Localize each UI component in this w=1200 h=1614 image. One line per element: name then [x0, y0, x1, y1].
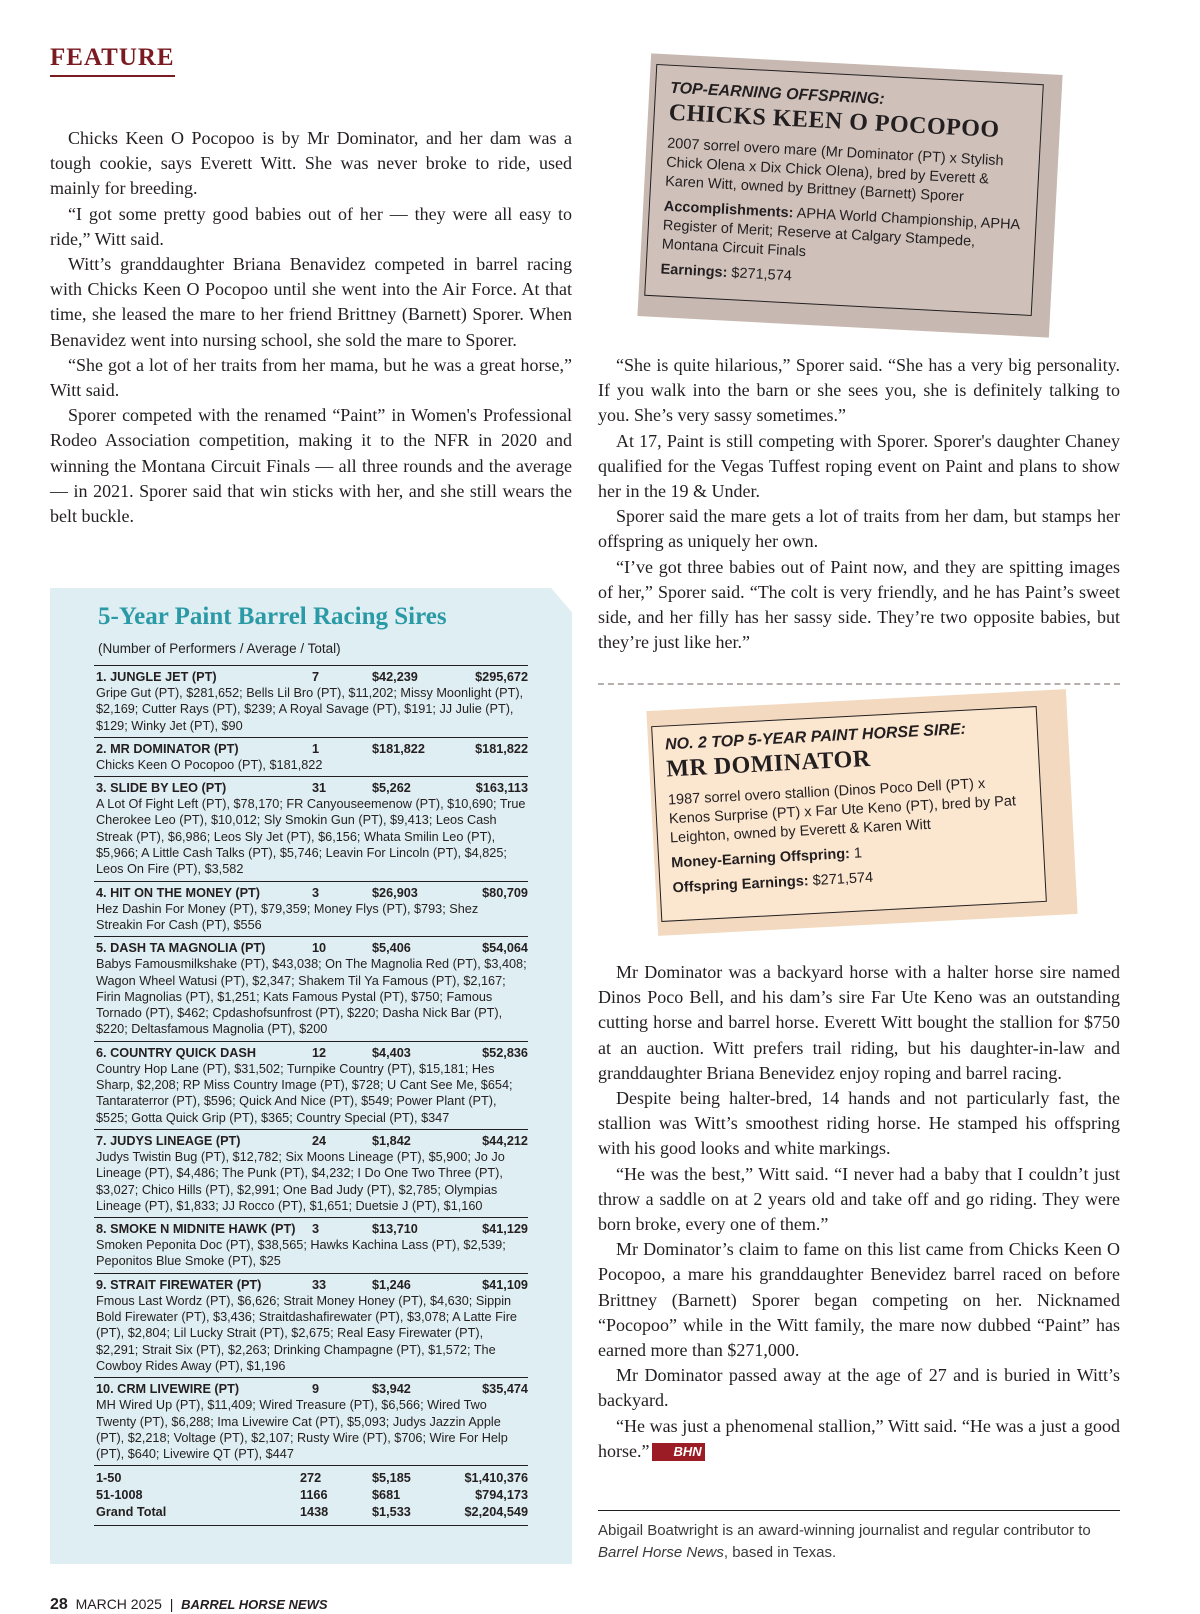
body-paragraph: “She is quite hilarious,” Sporer said. “She has a very big personality. If you walk into the barn or she sees you, she is definitely talking to you. She’s very sassy sometimes.”: [598, 355, 1120, 426]
sire-row: [94, 737, 528, 776]
footer-separator: |: [169, 1596, 174, 1612]
bio-text: Abigail Boatwright is an award-winning journalist and regular contributor to: [598, 1522, 1091, 1539]
issue-date: MARCH 2025: [75, 1596, 162, 1612]
author-bio: [598, 1520, 1120, 1564]
sire-average: $4,403: [372, 1045, 411, 1060]
offspring-earnings-value: $271,574: [812, 869, 874, 889]
earnings-value: $271,574: [730, 265, 793, 285]
sire-row: [94, 1041, 528, 1129]
sire-row: [94, 665, 528, 737]
sire-name: 2. MR DOMINATOR (PT): [96, 741, 239, 756]
sire-performers: 1: [312, 741, 320, 756]
offspring-earnings-label: Offspring Earnings:: [672, 873, 810, 897]
totals-line: [96, 1487, 528, 1504]
accomplishments-label: Accomplishments:: [663, 198, 794, 222]
sire-offspring-list: Judys Twistin Bug (PT), $12,782; Six Moons Lineage (PT), $5,900; Jo Jo Lineage (PT), $4,486; The Punk (PT), $4,232; I Do One Two Three (PT), $3,027; Chico Hills (PT), $2,991; One Bad Judy (PT), $2,785; Olympias Lineage (PT), $1,833; JJ Rocco (PT), $1,651; Duetsie J (PT), $1,160: [96, 1149, 505, 1213]
totals-average: $681: [372, 1488, 401, 1503]
sire-name: 6. COUNTRY QUICK DASH: [96, 1045, 257, 1060]
accomplishments-value: APHA World Championship, APHA Register of Merit; Reserve at Calgary Stampede, Montana Circuit Finals: [661, 205, 1020, 261]
callout-accomplishments: [661, 198, 1025, 274]
sire-total: $41,109: [482, 1277, 528, 1292]
closing-text: “He was just a phenomenal stallion,” Witt said. “He was a just a good horse.”: [598, 1415, 1120, 1461]
sire-average: $26,903: [372, 885, 418, 900]
sire-average: $1,842: [372, 1133, 411, 1148]
sire-performers: 31: [312, 781, 327, 796]
body-paragraph: At 17, Paint is still competing with Sporer. Sporer's daughter Chaney qualified for the Vegas Tuffest roping event on Paint and plans to show her in the 19 & Under.: [598, 430, 1120, 502]
sire-offspring-list: Chicks Keen O Pocopoo (PT), $181,822: [96, 757, 323, 772]
sire-total: $54,064: [482, 941, 528, 956]
bio-text-end: , based in Texas.: [723, 1544, 837, 1561]
totals-average: $5,185: [372, 1471, 411, 1486]
sire-performers: 3: [312, 885, 320, 900]
callout-description: 1987 sorrel overo stallion (Dinos Poco Dell (PT) x Kenos Surprise (PT) x Far Ute Keno (PT), bred by Pat Leighton, owned by Everett & Karen Witt: [667, 775, 1017, 847]
sire-offspring-list: Gripe Gut (PT), $281,652; Bells Lil Bro (PT), $11,202; Missy Moonlight (PT), $2,169; Cutter Rays (PT), $239; A Royal Savage (PT), $191; JJ Julie (PT), $129; Winky Jet (PT), $90: [96, 686, 524, 733]
sire-offspring-list: A Lot Of Fight Left (PT), $78,170; FR Canyouseemenow (PT), $10,690; True Cherokee Leo (PT), $10,012; Sly Smokin Gun (PT), $9,413; Leos Cash Streak (PT), $6,986; Leos Sly Jet (PT), $6,156; Whata Smilin Leo (PT), $5,966; A Little Cash Talks (PT), $5,746; Leavin For Lincoln (PT), $4,825; Leos On Fire (PT), $3,582: [96, 797, 526, 877]
sire-average: $3,942: [372, 1382, 411, 1397]
bio-publication: Barrel Horse News: [598, 1544, 724, 1561]
body-paragraph: Mr Dominator passed away at the age of 27 and is buried in Witt’s backyard.: [598, 1365, 1120, 1411]
sire-total: $163,113: [475, 781, 528, 796]
sire-average: $1,246: [372, 1277, 411, 1292]
sire-row: [94, 1129, 528, 1217]
sire-performers: 12: [312, 1045, 327, 1060]
sire-offspring-list: Fmous Last Wordz (PT), $6,626; Strait Money Honey (PT), $4,630; Sippin Bold Firewater (PT), $3,436; Straitdashafirewater (PT), $3,078; A Latte Fire (PT), $2,804; Lil Lucky Strait (PT), $2,675; Real Easy Firewater (PT), $2,291; Strait Six (PT), $2,263; Drinking Champagne (PT), $1,572; The Cowboy Rides Away (PT), $1,196: [96, 1293, 517, 1373]
sire-name: 8. SMOKE N MIDNITE HAWK (PT): [96, 1222, 296, 1237]
magazine-name: BARREL HORSE NEWS: [181, 1597, 328, 1612]
page-footer: [50, 1596, 328, 1614]
dashed-divider: [598, 683, 1120, 685]
sire-offspring-list: Hez Dashin For Money (PT), $79,359; Money Flys (PT), $793; Shez Streakin For Cash (PT), $556: [96, 901, 479, 932]
sire-offspring-list: Smoken Peponita Doc (PT), $38,565; Hawks Kachina Lass (PT), $2,539; Peponitos Blue Smoke (PT), $25: [96, 1238, 506, 1269]
sire-name: 9. STRAIT FIREWATER (PT): [96, 1277, 262, 1292]
sire-total: $52,836: [482, 1045, 528, 1060]
sire-total: $44,212: [482, 1133, 528, 1148]
body-paragraph: “He was the best,” Witt said. “I never had a baby that I couldn’t just throw a saddle on at 2 years old and take off and go riding. They were born broke, every one of them.”: [598, 1163, 1120, 1235]
left-column-text: [50, 126, 572, 529]
sire-name: 10. CRM LIVEWIRE (PT): [96, 1382, 240, 1397]
sire-name: 3. SLIDE BY LEO (PT): [96, 781, 227, 796]
totals-line: [96, 1470, 528, 1487]
totals-performers: 1438: [300, 1505, 329, 1520]
body-paragraph: Chicks Keen O Pocopoo is by Mr Dominator, and her dam was a tough cookie, says Everett Witt. She was never broke to ride, used mainly for breeding.: [50, 128, 572, 199]
offspring-value: 1: [853, 845, 863, 862]
sires-table-title: 5-Year Paint Barrel Racing Sires: [98, 603, 447, 630]
sire-row: [94, 1273, 528, 1377]
sire-row: [94, 1377, 528, 1465]
totals-total: $2,204,549: [464, 1505, 528, 1520]
callout-description: 2007 sorrel overo mare (Mr Dominator (PT) x Stylish Chick Olena x Dix Chick Olena), bred by Everett & Karen Witt, owned by Brittney (Barnett) Sporer: [664, 135, 1004, 206]
sire-average: $5,406: [372, 941, 411, 956]
bio-rule: [598, 1510, 1120, 1511]
sire-row: [94, 776, 528, 880]
sire-total: $181,822: [475, 741, 528, 756]
section-label: FEATURE: [50, 44, 175, 77]
totals-line: [96, 1504, 528, 1521]
offspring-label: Money-Earning Offspring:: [670, 846, 851, 872]
sire-total: $295,672: [475, 670, 528, 684]
sires-table-subtitle: (Number of Performers / Average / Total): [98, 641, 341, 656]
sire-name: 5. DASH TA MAGNOLIA (PT): [96, 941, 266, 956]
totals-block: [94, 1465, 528, 1526]
body-paragraph: “I got some pretty good babies out of her — they were all easy to ride,” Witt said.: [50, 203, 572, 249]
totals-total: $794,173: [475, 1488, 528, 1503]
sire-offspring-list: MH Wired Up (PT), $11,409; Wired Treasure (PT), $6,566; Wired Two Twenty (PT), $6,288; Ima Livewire Cat (PT), $5,093; Judys Jazzin Apple (PT), $2,218; Voltage (PT), $2,107; Rusty Wire (PT), $706; Wire For Help (PT), $640; Livewire QT (PT), $447: [96, 1398, 508, 1462]
callout-horse-name: CHICKS KEEN O POCOPOO: [668, 99, 1001, 144]
totals-performers: 272: [300, 1471, 322, 1486]
sire-performers: 33: [312, 1277, 327, 1292]
sire-row: [94, 1217, 528, 1273]
body-paragraph: Witt’s granddaughter Briana Benavidez competed in barrel racing with Chicks Keen O Pocopoo until she went into the Air Force. At that time, she leased the mare to her friend Brittney (Barnett) Sporer. When Benavidez went into nursing school, she sold the mare to Sporer.: [50, 254, 572, 350]
body-paragraph: “I’ve got three babies out of Paint now, and they are spitting images of her,” Sporer said. “The colt is very friendly, and he has Paint’s sweet side, and her filly has her sassy side. They’re two opposite babies, but they’re just like her.”: [598, 556, 1120, 653]
sire-name: 7. JUDYS LINEAGE (PT): [96, 1133, 241, 1148]
bhn-end-logo: BHN: [652, 1443, 704, 1461]
body-paragraph: “She got a lot of her traits from her mama, but he was a great horse,” Witt said.: [50, 354, 572, 401]
sire-offspring-list: Country Hop Lane (PT), $31,502; Turnpike Country (PT), $15,181; Hes Sharp, $2,208; RP Miss Country Image (PT), $728; U Cant See Me, $654; Tantaraterror (PT), $596; Quick And Nice (PT), $549; Power Plant (PT), $525; Gotta Quick Grip (PT), $365; Country Special (PT), $347: [96, 1061, 513, 1125]
sire-performers: 9: [312, 1382, 320, 1397]
totals-label: Grand Total: [96, 1505, 167, 1520]
sire-performers: 3: [312, 1222, 320, 1237]
callout-horse-name: MR DOMINATOR: [665, 745, 872, 783]
sire-average: $181,822: [372, 741, 425, 756]
totals-average: $1,533: [372, 1505, 411, 1520]
sire-average: $5,262: [372, 781, 411, 796]
sire-name: 1. JUNGLE JET (PT): [96, 670, 217, 684]
body-paragraph: Mr Dominator’s claim to fame on this list came from Chicks Keen O Pocopoo, a mare his granddaughter Benevidez barrel raced on before Brittney (Barnett) Sporer began competing on her. Nicknamed “Pocopoo” while in the Witt family, the mare now dubbed “Paint” has earned more than $271,000.: [598, 1239, 1120, 1361]
top-earning-callout: [644, 64, 1044, 316]
sire-performers: 7: [312, 670, 320, 684]
sire-callout: [651, 706, 1047, 922]
right-column-text-lower: [598, 960, 1120, 1464]
sire-total: $80,709: [482, 885, 528, 900]
totals-performers: 1166: [300, 1488, 328, 1503]
body-paragraph: Mr Dominator was a backyard horse with a halter horse sire named Dinos Poco Bell, and his dam’s sire Far Ute Keno was an outstanding cutting horse and barrel horse. Everett Witt bought the stallion for $750 at an auction. Witt prefers trail riding, but his daughter-in-law and granddaughter Briana Benevidez enjoy roping and barrel racing.: [598, 962, 1120, 1083]
page-number: 28: [50, 1596, 68, 1613]
sire-performers: 24: [312, 1133, 327, 1148]
sire-name: 4. HIT ON THE MONEY (PT): [96, 885, 261, 900]
right-column-text-upper: [598, 353, 1120, 655]
sire-performers: 10: [312, 941, 327, 956]
sire-average: $42,239: [372, 670, 418, 684]
sire-offspring-list: Babys Famousmilkshake (PT), $43,038; On The Magnolia Red (PT), $3,408; Wagon Wheel Watusi (PT), $2,347; Shakem Til Ya Famous (PT), $2,167; Firin Magnolias (PT), $1,251; Kats Famous Pystal (PT), $750; Famous Tornado (PT), $462; Cpdashofsunfrost (PT), $220; Dasha Nick Bar (PT), $220; Deltasfamous Magnolia (PT), $200: [96, 957, 527, 1037]
body-paragraph: Sporer competed with the renamed “Paint” in Women's Professional Rodeo Association competition, making it to the NFR in 2020 and winning the Montana Circuit Finals — all three rounds and the average — in 2021. Sporer said that win sticks with her, and she still wears the belt buckle.: [50, 405, 572, 527]
earnings-label: Earnings:: [660, 261, 728, 281]
body-paragraph-last: [598, 1414, 1120, 1464]
callout-kicker: NO. 2 TOP 5-YEAR PAINT HORSE SIRE:: [664, 720, 967, 754]
sire-total: $35,474: [482, 1382, 528, 1397]
sire-row: [94, 936, 528, 1040]
totals-label: 1-50: [96, 1471, 122, 1486]
body-paragraph: Despite being halter-bred, 14 hands and not particularly fast, the stallion was Witt’s smoothest riding horse. He stamped his offspring with his good looks and white markings.: [598, 1088, 1120, 1159]
sire-average: $13,710: [372, 1222, 418, 1237]
sire-row: [94, 881, 528, 937]
sires-table: [94, 665, 528, 1526]
totals-total: $1,410,376: [464, 1471, 528, 1486]
totals-label: 51-1008: [96, 1488, 143, 1503]
body-paragraph: Sporer said the mare gets a lot of traits from her dam, but stamps her offspring as uniquely her own.: [598, 506, 1120, 552]
callout-kicker: TOP-EARNING OFFSPRING:: [669, 79, 886, 108]
sire-total: $41,129: [482, 1222, 528, 1237]
